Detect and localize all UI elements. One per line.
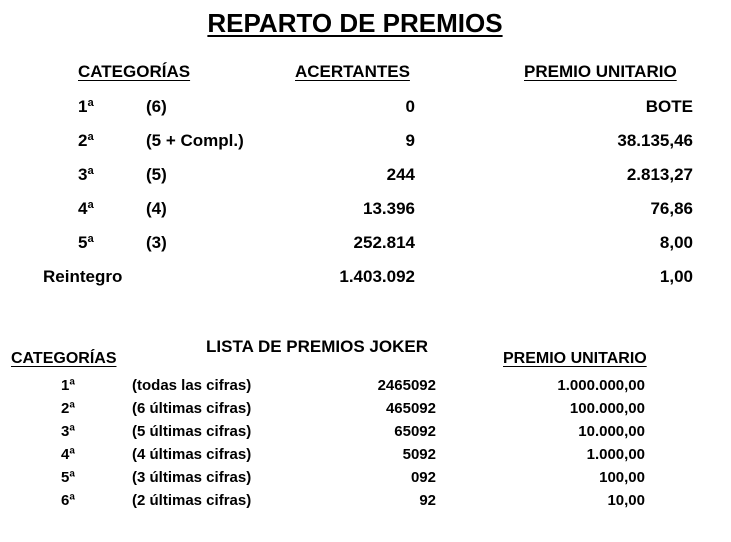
main-row-2-desc: (5 + Compl.) — [146, 131, 244, 150]
joker-row-1-numero: 2465092 — [377, 377, 436, 394]
main-row-4-premio: 76,86 — [650, 199, 693, 218]
joker-row-1-premio: 1.000.000,00 — [557, 377, 645, 394]
main-row-4-desc: (4) — [146, 199, 167, 218]
header-categorias: CATEGORÍAS — [78, 62, 191, 81]
reintegro-premio: 1,00 — [659, 267, 693, 286]
joker-row-4-numero: 5092 — [402, 446, 436, 463]
joker-row-3-cat: 3ª — [61, 423, 75, 440]
header-premio-unitario: PREMIO UNITARIO — [524, 62, 677, 81]
joker-row-6-cat: 6ª — [61, 492, 75, 509]
joker-row-6-premio: 10,00 — [607, 492, 645, 509]
joker-row-5-desc: (3 últimas cifras) — [132, 469, 252, 486]
joker-row-3-premio: 10.000,00 — [578, 423, 645, 440]
joker-row-2-numero: 465092 — [385, 400, 436, 417]
main-row-5-cat: 5ª — [78, 233, 94, 252]
joker-row-4-desc: (4 últimas cifras) — [132, 446, 252, 463]
reintegro-acertantes: 1.403.092 — [339, 267, 415, 286]
joker-row-5-premio: 100,00 — [599, 469, 645, 486]
main-row-5-acertantes: 252.814 — [353, 233, 415, 252]
joker-row-2-premio: 100.000,00 — [569, 400, 645, 417]
joker-row-5-numero: 092 — [410, 469, 436, 486]
joker-row-6-desc: (2 últimas cifras) — [132, 492, 252, 509]
joker-row-1-desc: (todas las cifras) — [132, 377, 252, 394]
main-row-1-cat: 1ª — [78, 97, 94, 116]
main-row-3-premio: 2.813,27 — [626, 165, 693, 184]
main-row-1-acertantes: 0 — [405, 97, 415, 116]
page-title: REPARTO DE PREMIOS — [207, 8, 503, 38]
joker-row-3-numero: 65092 — [394, 423, 436, 440]
main-row-3-desc: (5) — [146, 165, 167, 184]
main-row-5-desc: (3) — [146, 233, 167, 252]
main-row-5-premio: 8,00 — [659, 233, 693, 252]
joker-row-5-cat: 5ª — [61, 469, 75, 486]
main-row-3-cat: 3ª — [78, 165, 94, 184]
main-row-2-cat: 2ª — [78, 131, 94, 150]
joker-row-4-cat: 4ª — [61, 446, 75, 463]
main-row-2-premio: 38.135,46 — [617, 131, 693, 150]
joker-header-categorias: CATEGORÍAS — [11, 350, 117, 367]
joker-header-premio-unitario: PREMIO UNITARIO — [503, 350, 647, 367]
joker-row-2-desc: (6 últimas cifras) — [132, 400, 252, 417]
main-row-4-cat: 4ª — [78, 199, 94, 218]
main-row-3-acertantes: 244 — [386, 165, 415, 184]
joker-row-4-premio: 1.000,00 — [586, 446, 645, 463]
main-row-2-acertantes: 9 — [405, 131, 415, 150]
joker-row-3-desc: (5 últimas cifras) — [132, 423, 252, 440]
reintegro-label: Reintegro — [43, 267, 123, 286]
main-row-4-acertantes: 13.396 — [363, 199, 415, 218]
joker-row-2-cat: 2ª — [61, 400, 75, 417]
joker-row-1-cat: 1ª — [61, 377, 75, 394]
header-acertantes: ACERTANTES — [295, 62, 410, 81]
main-row-1-premio: BOTE — [645, 97, 693, 116]
joker-row-6-numero: 92 — [419, 492, 436, 509]
main-row-1-desc: (6) — [146, 97, 167, 116]
joker-title: LISTA DE PREMIOS JOKER — [206, 337, 428, 356]
